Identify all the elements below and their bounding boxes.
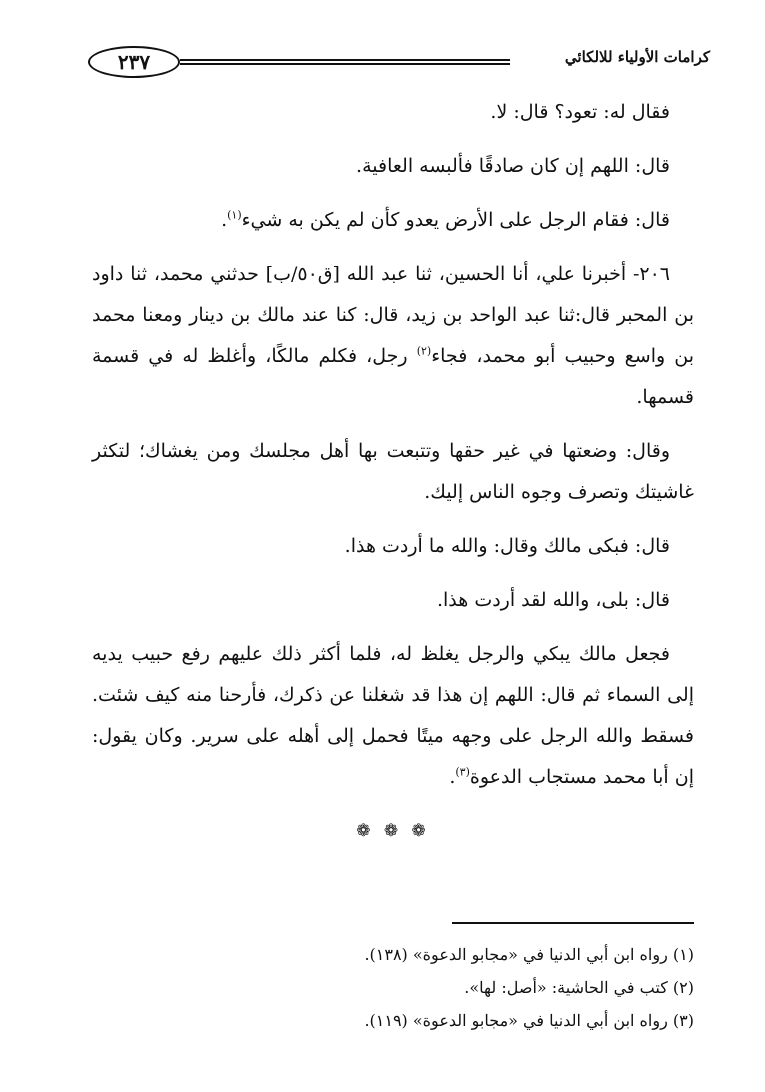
footnote-separator — [452, 922, 694, 924]
paragraph — [92, 580, 694, 621]
paragraph — [92, 431, 694, 513]
page-header — [88, 44, 710, 84]
paragraph — [92, 146, 694, 187]
paragraph-text: فقال له: تعود؟ قال: لا. — [490, 101, 670, 123]
footnote: (١) رواه ابن أبي الدنيا في «مجابو الدعوة» (١٣٨). — [364, 945, 694, 964]
paragraph-text: قال: فقام الرجل على الأرض يعدو كأن لم يكن به شيء — [241, 209, 670, 231]
section-ornament: ❁ ❁ ❁ — [356, 821, 430, 841]
page-number: ٢٣٧ — [88, 46, 180, 78]
paragraph — [92, 92, 694, 133]
footnote-ref: (٢) — [416, 344, 432, 358]
paragraph-text: وقال: وضعتها في غير حقها وتتبعت بها أهل مجلسك ومن يغشاك؛ لتكثر غاشيتك وتصرف وجوه الناس إليك. — [92, 440, 694, 503]
paragraph-text: قال: بلى، والله لقد أردت هذا. — [436, 589, 670, 611]
paragraph-text: فجعل مالك يبكي والرجل يغلظ له، فلما أكثر ذلك عليهم رفع حبيب يديه إلى السماء ثم قال: اللهم إن هذا قد شغلنا عن ذكرك، فأرحنا منه كيف شئت. فسقط والله الرجل على وجهه ميتًا فحمل إلى أهله على سرير. وكان يقول: إن أبا محمد مستجاب الدعوة — [92, 643, 694, 788]
paragraph — [92, 200, 694, 241]
footnote: (٣) رواه ابن أبي الدنيا في «مجابو الدعوة» (١١٩). — [364, 1011, 694, 1030]
header-double-rule — [180, 59, 510, 65]
footnote: (٢) كتب في الحاشية: «أصل: لها». — [464, 978, 694, 997]
paragraph-text: قال: فبكى مالك وقال: والله ما أردت هذا. — [344, 535, 670, 557]
paragraph-end: . — [221, 209, 228, 231]
paragraph-tail: رجل، فكلم مالكًا، وأغلظ له في قسمة قسمها. — [92, 345, 694, 408]
paragraph-end: . — [449, 766, 456, 788]
footnote-ref: (١) — [227, 208, 242, 222]
footnote-ref: (٣) — [455, 765, 470, 779]
paragraph — [92, 634, 694, 798]
footnotes — [94, 938, 694, 1037]
paragraph-text: ٢٠٦- أخبرنا علي، أنا الحسين، ثنا عبد الله [ق٥٠/ب] حدثني محمد، ثنا داود بن المحبر قال:ثنا عبد الواحد بن زيد، قال: كنا عند مالك بن دينار ومعنا محمد بن واسع وحبيب أبو محمد، فجاء — [92, 263, 694, 367]
paragraph-text: قال: اللهم إن كان صادقًا فألبسه العافية. — [356, 155, 670, 177]
paragraph — [92, 254, 694, 418]
paragraph — [92, 526, 694, 567]
main-text — [92, 92, 694, 852]
running-title: كرامات الأولياء للالكائي — [564, 48, 710, 66]
